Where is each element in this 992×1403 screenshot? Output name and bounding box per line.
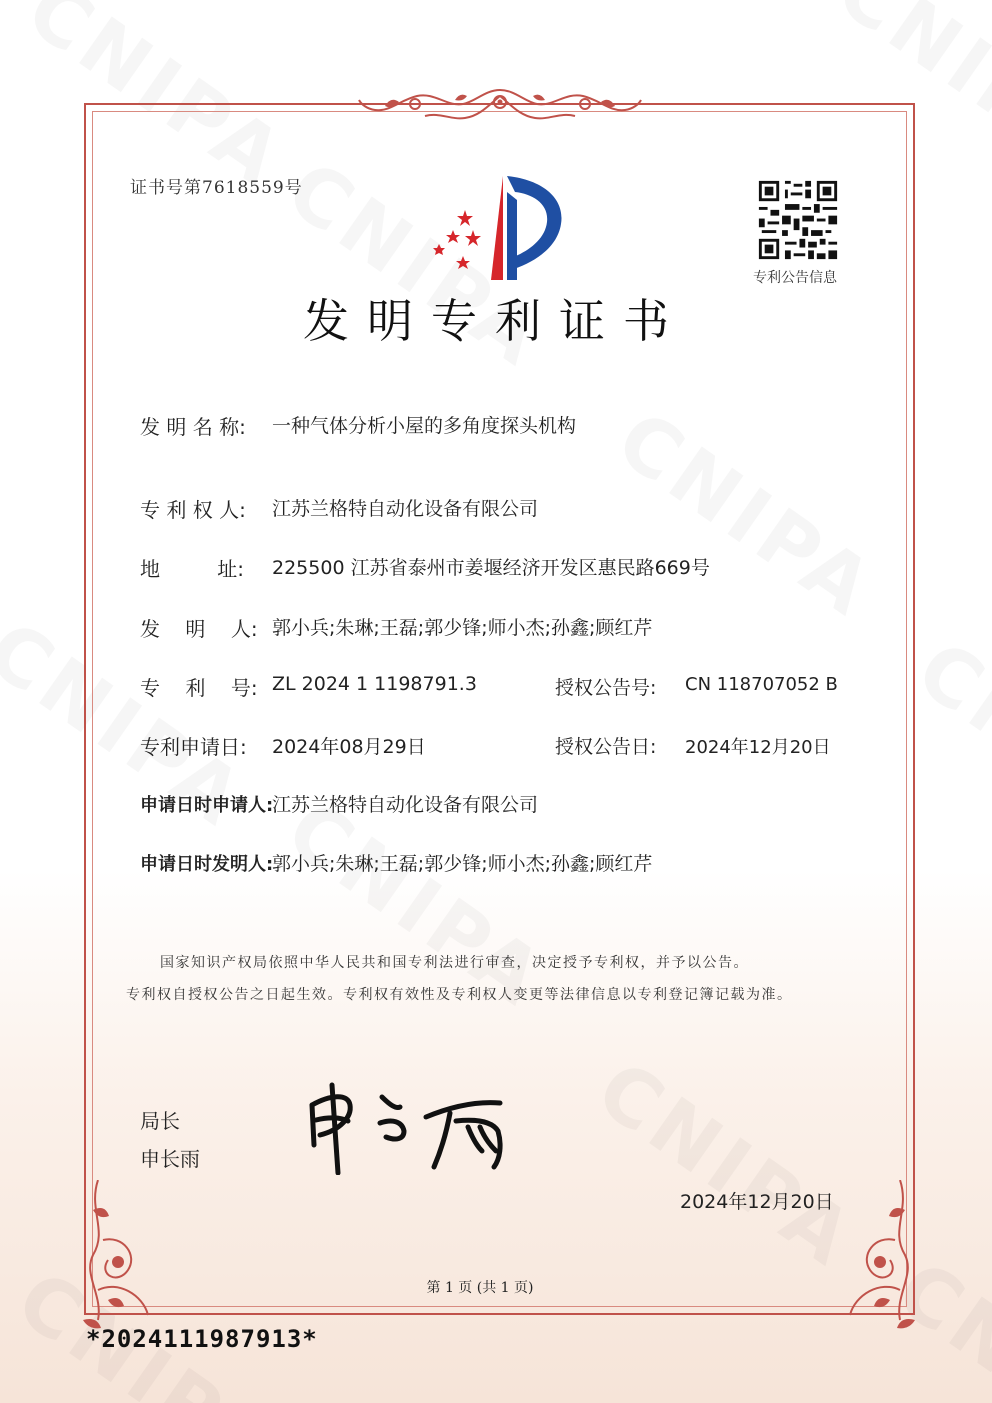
certificate-title: 发明专利证书: [303, 294, 687, 348]
patent-no-value: ZL 2024 1 1198791.3: [272, 673, 477, 695]
certificate-number: 证书号第7618559号: [130, 178, 303, 198]
top-ornament-icon: [355, 82, 645, 132]
serial-number: *2024111987913*: [86, 1325, 318, 1353]
address-label: 地 址:: [140, 557, 244, 581]
invention-name-label: 发 明 名 称:: [140, 415, 246, 439]
patent-no-label: 专 利 号:: [140, 676, 258, 700]
cnipa-emblem-icon: [425, 172, 575, 287]
grant-pub-date-label: 授权公告日:: [555, 736, 657, 758]
address-value: 225500 江苏省泰州市姜堰经济开发区惠民路669号: [272, 557, 710, 579]
applicant-at-filing-label: 申请日时申请人:: [140, 795, 274, 816]
notice-line-2: 专利权自授权公告之日起生效。专利权有效性及专利权人变更等法律信息以专利登记簿记载为准。: [126, 987, 793, 1003]
patentee-label: 专 利 权 人:: [140, 498, 246, 522]
inventors-value: 郭小兵;朱琳;王磊;郭少锋;师小杰;孙鑫;顾红芹: [272, 617, 653, 639]
applicant-at-filing-value: 江苏兰格特自动化设备有限公司: [272, 794, 539, 816]
corner-ornament-icon: [830, 1180, 920, 1330]
grant-pub-no-value: CN 118707052 B: [685, 674, 838, 695]
notice-line-1: 国家知识产权局依照中华人民共和国专利法进行审查，决定授予专利权，并予以公告。: [160, 955, 749, 971]
patentee-value: 江苏兰格特自动化设备有限公司: [272, 498, 539, 520]
corner-ornament-icon: [78, 1180, 168, 1330]
inventor-label: 发 明 人:: [140, 617, 258, 641]
grant-pub-no-label: 授权公告号:: [555, 677, 657, 699]
issue-date: 2024年12月20日: [680, 1191, 834, 1213]
grant-pub-date-value: 2024年12月20日: [685, 737, 831, 758]
inventor-at-filing-label: 申请日时发明人:: [140, 854, 274, 875]
filing-date-label: 专利申请日:: [140, 735, 247, 759]
invention-name-value: 一种气体分析小屋的多角度探头机构: [272, 415, 577, 437]
qr-caption: 专利公告信息: [753, 270, 837, 286]
page-info: 第 1 页 (共 1 页): [426, 1280, 534, 1296]
inventors-at-filing-value: 郭小兵;朱琳;王磊;郭少锋;师小杰;孙鑫;顾红芹: [272, 853, 653, 875]
filing-date-value: 2024年08月29日: [272, 736, 426, 758]
qr-code-icon: [752, 178, 844, 262]
director-name: 申长雨: [140, 1147, 200, 1171]
director-title: 局长: [140, 1109, 180, 1133]
director-signature-icon: [300, 1075, 520, 1175]
